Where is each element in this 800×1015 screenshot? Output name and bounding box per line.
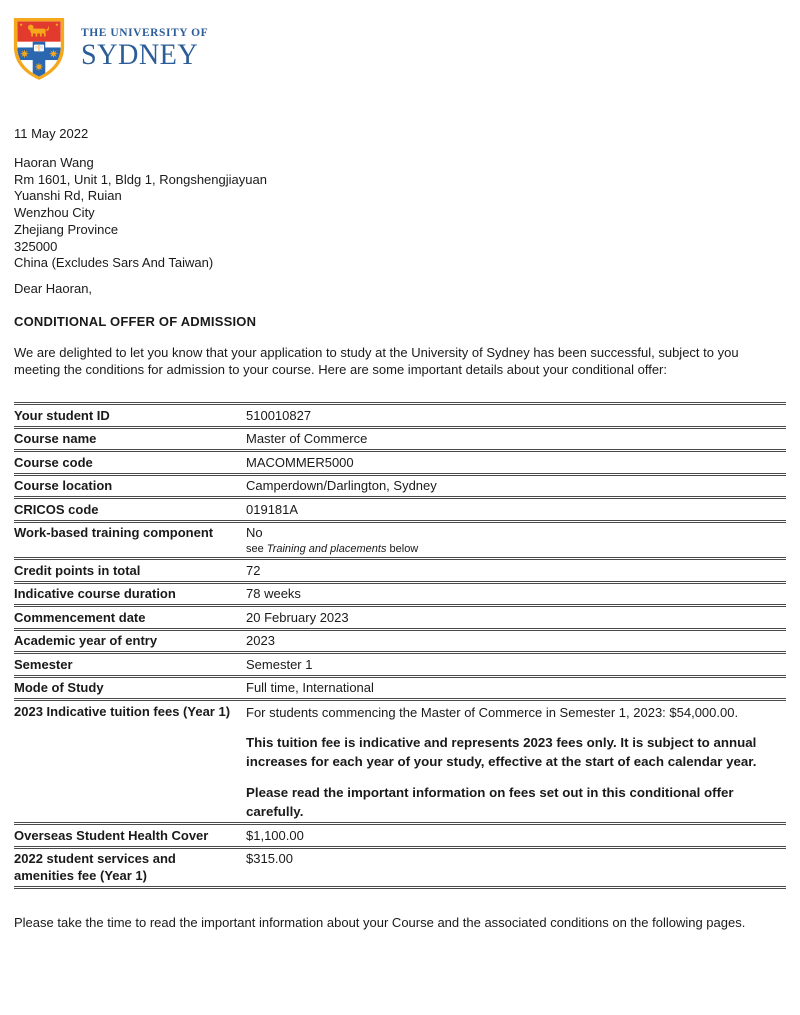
- row-value: $1,100.00: [246, 827, 304, 843]
- university-crest-icon: [10, 12, 68, 82]
- row-label: Course location: [14, 478, 113, 493]
- row-value: 019181A: [246, 501, 299, 517]
- row-label: 2023 Indicative tuition fees (Year 1): [14, 703, 231, 719]
- table-row: [14, 404, 786, 428]
- fees-bold-note-1: This tuition fee is indicative and represents 2023 fees only. It is subject to annual increases for each year of your study, effective at the start of each calendar year.: [246, 734, 757, 769]
- table-row: [14, 582, 786, 606]
- work-based-value: No: [246, 525, 263, 540]
- table-row: [14, 629, 786, 653]
- table-row: [14, 521, 786, 559]
- table-row: [14, 824, 786, 848]
- row-label: Your student ID: [14, 407, 110, 423]
- table-row: [14, 427, 786, 451]
- row-label: 2022 student services and amenities fee (Year 1): [14, 851, 176, 883]
- row-label: Commencement date: [14, 609, 146, 625]
- closing-paragraph: Please take the time to read the important information about your Course and the associated conditions on the following pages.: [14, 915, 746, 930]
- wordmark-line2: SYDNEY: [81, 38, 199, 71]
- address-line: Yuanshi Rd, Ruian: [14, 188, 122, 204]
- table-row: [14, 653, 786, 677]
- row-label: Indicative course duration: [14, 586, 176, 601]
- note-prefix: see: [246, 542, 267, 555]
- row-value: MACOMMER5000: [246, 454, 354, 470]
- table-row: [14, 559, 786, 583]
- table-row: [14, 847, 786, 887]
- address-line: China (Excludes Sars And Taiwan): [14, 255, 214, 271]
- note-italic: Training and placements: [266, 542, 387, 555]
- letter-date: 11 May 2022: [14, 126, 89, 141]
- table-row: [14, 498, 786, 522]
- recipient-address: [14, 155, 267, 272]
- row-value: 20 February 2023: [246, 609, 349, 625]
- tuition-fees-detail: [246, 704, 786, 821]
- address-line: Haoran Wang: [14, 155, 94, 170]
- row-value: Master of Commerce: [246, 431, 368, 446]
- row-value: 78 weeks: [246, 586, 301, 601]
- university-wordmark: [81, 27, 208, 70]
- address-line: Rm 1601, Unit 1, Bldg 1, Rongshengjiayuan: [14, 171, 267, 187]
- table-row: [14, 676, 786, 700]
- row-value: [246, 521, 786, 559]
- table-row: [14, 451, 786, 475]
- intro-paragraph: We are delighted to let you know that your application to study at the University of Sydney has been successful, subject to you meeting the conditions for admission to your course. Here are some important details about your conditional offer:: [14, 345, 739, 378]
- fees-intro: For students commencing the Master of Commerce in Semester 1, 2023: $54,000.00.: [246, 704, 739, 720]
- row-value: 510010827: [246, 407, 312, 423]
- table-row: [14, 606, 786, 630]
- table-row: [14, 474, 786, 498]
- row-value: 72: [246, 562, 261, 578]
- row-label: Work-based training component: [14, 525, 214, 540]
- row-value: $315.00: [246, 851, 293, 866]
- row-label: Course name: [14, 431, 97, 446]
- address-line: Zhejiang Province: [14, 221, 119, 237]
- row-label: Academic year of entry: [14, 633, 158, 648]
- row-label: Course code: [14, 454, 93, 470]
- row-value: Camperdown/Darlington, Sydney: [246, 478, 437, 493]
- row-label: CRICOS code: [14, 501, 99, 517]
- table-row: [14, 700, 786, 824]
- offer-details-table: [14, 402, 786, 889]
- row-label: Credit points in total: [14, 562, 141, 578]
- row-label: Overseas Student Health Cover: [14, 827, 209, 843]
- salutation: Dear Haoran,: [14, 281, 93, 296]
- wordmark-line1: THE UNIVERSITY OF: [81, 27, 209, 39]
- address-line: 325000: [14, 238, 58, 254]
- address-line: Wenzhou City: [14, 205, 95, 221]
- row-label: Mode of Study: [14, 680, 104, 695]
- row-value: 2023: [246, 633, 275, 648]
- university-logo: [10, 12, 208, 82]
- row-label: Semester: [14, 656, 73, 672]
- row-value: Semester 1: [246, 656, 313, 672]
- note-suffix: below: [386, 542, 419, 555]
- letter-heading: CONDITIONAL OFFER OF ADMISSION: [14, 314, 257, 329]
- fees-bold-note-2: Please read the important information on fees set out in this conditional offer carefully.: [246, 784, 734, 819]
- work-based-note: [246, 542, 786, 556]
- row-value: Full time, International: [246, 680, 374, 695]
- row-value: [246, 700, 786, 824]
